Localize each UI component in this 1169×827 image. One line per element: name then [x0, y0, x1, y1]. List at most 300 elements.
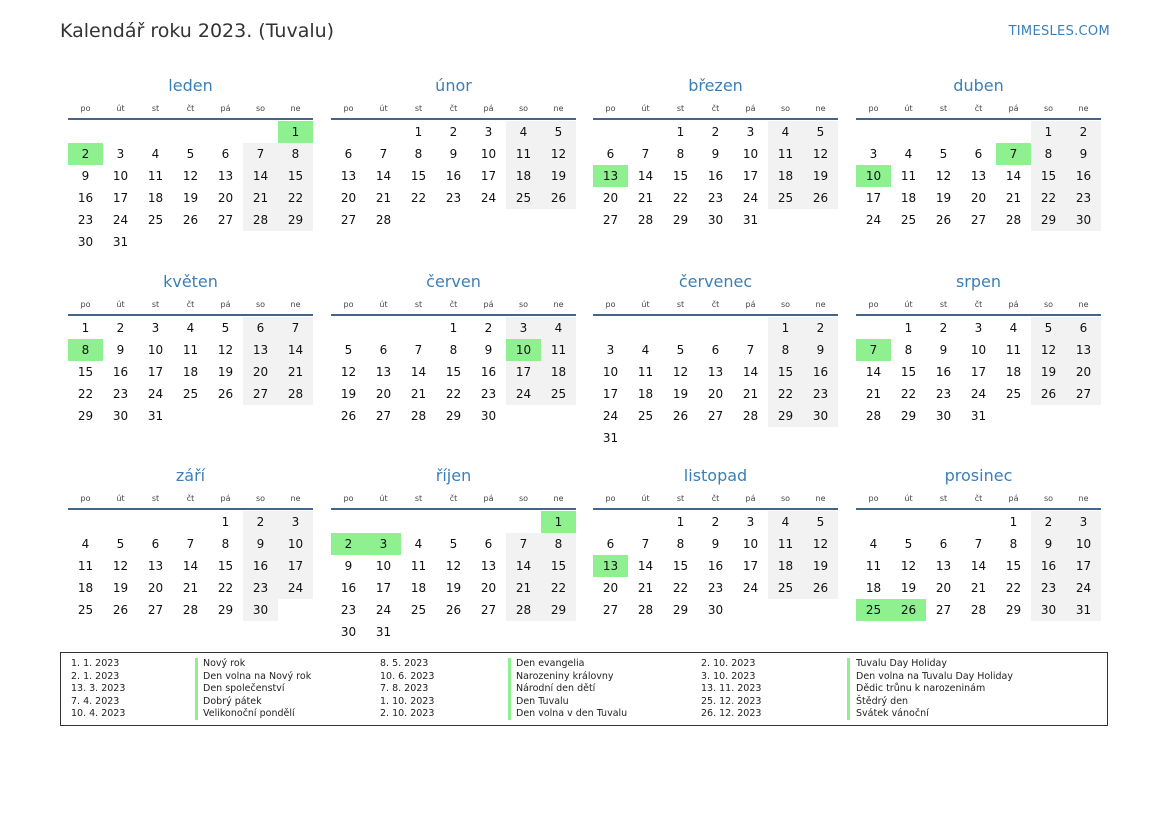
day-cell: 13	[375, 365, 392, 379]
weekday-label: út	[904, 300, 913, 309]
day-cell: 13	[970, 169, 987, 183]
weekday-label: st	[151, 104, 160, 113]
weekday-label: pá	[745, 300, 756, 309]
weekday-label: po	[343, 300, 354, 309]
weekday-label: ne	[815, 300, 826, 309]
day-cell: 2	[1031, 511, 1066, 533]
legend-date: 25. 12. 2023	[701, 695, 762, 707]
weekday-label: po	[868, 104, 879, 113]
day-cell: 29	[445, 409, 462, 423]
month-divider	[331, 118, 576, 120]
day-cell: 2	[243, 511, 278, 533]
day-cell: 30	[1031, 599, 1066, 621]
day-cell: 11	[506, 143, 541, 165]
month-name: září	[175, 466, 206, 485]
weekday-label: so	[518, 300, 529, 309]
holiday-day-cell: 10	[506, 339, 541, 361]
legend-date: 2. 1. 2023	[71, 670, 120, 682]
day-cell: 15	[1005, 559, 1022, 573]
day-cell: 3	[116, 147, 125, 161]
day-cell: 9	[449, 147, 458, 161]
day-cell: 25	[410, 603, 427, 617]
holiday-day-cell: 13	[593, 555, 628, 577]
day-cell: 30	[1066, 209, 1101, 231]
day-cell: 9	[116, 343, 125, 357]
day-cell: 19	[340, 387, 357, 401]
weekday-label: po	[605, 300, 616, 309]
day-cell: 21	[637, 581, 654, 595]
weekday-label: pá	[483, 104, 494, 113]
legend-holiday-name: Nový rok	[203, 658, 246, 669]
day-cell: 18	[77, 581, 94, 595]
legend-date: 3. 10. 2023	[701, 670, 756, 682]
legend-date: 1. 1. 2023	[71, 658, 120, 669]
day-cell: 10	[970, 343, 987, 357]
day-cell: 4	[541, 317, 576, 339]
day-cell: 24	[506, 383, 541, 405]
day-cell: 12	[182, 169, 199, 183]
day-cell: 28	[637, 213, 654, 227]
day-cell: 8	[676, 147, 685, 161]
legend-holiday-name: Dědic trůnu k narozeninám	[856, 683, 986, 695]
day-cell: 2	[939, 321, 948, 335]
weekday-label: st	[939, 104, 948, 113]
day-cell: 24	[970, 387, 987, 401]
day-cell: 10	[278, 533, 313, 555]
day-cell: 30	[340, 625, 357, 639]
weekday-label: po	[80, 494, 91, 503]
day-cell: 17	[480, 169, 497, 183]
day-cell: 29	[900, 409, 917, 423]
day-cell: 20	[970, 191, 987, 205]
day-cell: 13	[217, 169, 234, 183]
weekday-label: čt	[711, 300, 720, 309]
day-cell: 5	[803, 511, 838, 533]
legend-holiday-name: Štědrý den	[856, 695, 909, 707]
day-cell: 4	[151, 147, 160, 161]
weekday-label: út	[116, 494, 125, 503]
day-cell: 2	[116, 321, 125, 335]
day-cell: 15	[1031, 165, 1066, 187]
day-cell: 20	[375, 387, 392, 401]
month-name: únor	[435, 76, 472, 95]
day-cell: 16	[243, 555, 278, 577]
day-cell: 11	[541, 339, 576, 361]
day-cell: 21	[278, 361, 313, 383]
day-cell: 11	[77, 559, 94, 573]
day-cell: 20	[340, 191, 357, 205]
weekday-label: po	[605, 494, 616, 503]
day-cell: 3	[506, 317, 541, 339]
day-cell: 27	[602, 603, 619, 617]
weekday-label: po	[605, 104, 616, 113]
weekday-label: po	[868, 494, 879, 503]
legend-holiday-name: Den volna na Tuvalu Day Holiday	[856, 670, 1013, 682]
weekday-label: ne	[553, 494, 564, 503]
day-cell: 27	[147, 603, 164, 617]
month-name: červen	[426, 272, 481, 291]
day-cell: 2	[484, 321, 493, 335]
weekday-label: čt	[186, 300, 195, 309]
day-cell: 9	[711, 147, 720, 161]
day-cell: 19	[182, 191, 199, 205]
month-name: listopad	[683, 466, 748, 485]
day-cell: 1	[449, 321, 458, 335]
day-cell: 26	[803, 187, 838, 209]
day-cell: 3	[746, 125, 755, 139]
holiday-day-cell: 7	[996, 143, 1031, 165]
day-cell: 5	[1031, 317, 1066, 339]
day-cell: 16	[803, 361, 838, 383]
month-name: březen	[688, 76, 743, 95]
day-cell: 8	[676, 537, 685, 551]
weekday-label: út	[641, 494, 650, 503]
legend-date: 8. 5. 2023	[380, 658, 429, 669]
weekday-label: ne	[290, 104, 301, 113]
weekday-label: út	[904, 104, 913, 113]
day-cell: 17	[602, 387, 619, 401]
day-cell: 14	[865, 365, 882, 379]
day-cell: 11	[768, 143, 803, 165]
day-cell: 14	[278, 339, 313, 361]
day-cell: 23	[707, 581, 724, 595]
day-cell: 3	[484, 125, 493, 139]
day-cell: 17	[742, 559, 759, 573]
day-cell: 29	[768, 405, 803, 427]
day-cell: 20	[480, 581, 497, 595]
day-cell: 28	[410, 409, 427, 423]
day-cell: 26	[541, 187, 576, 209]
day-cell: 4	[768, 511, 803, 533]
weekday-label: út	[641, 104, 650, 113]
day-cell: 26	[672, 409, 689, 423]
day-cell: 13	[1066, 339, 1101, 361]
day-cell: 14	[970, 559, 987, 573]
day-cell: 21	[742, 387, 759, 401]
day-cell: 30	[935, 409, 952, 423]
day-cell: 15	[77, 365, 94, 379]
day-cell: 19	[112, 581, 129, 595]
holiday-day-cell: 1	[278, 121, 313, 143]
month-name: prosinec	[944, 466, 1013, 485]
day-cell: 9	[344, 559, 353, 573]
day-cell: 28	[243, 209, 278, 231]
day-cell: 30	[243, 599, 278, 621]
day-cell: 17	[112, 191, 129, 205]
day-cell: 7	[506, 533, 541, 555]
day-cell: 27	[935, 603, 952, 617]
day-cell: 23	[707, 191, 724, 205]
day-cell: 3	[278, 511, 313, 533]
legend-marker	[195, 658, 198, 720]
day-cell: 6	[484, 537, 493, 551]
day-cell: 27	[1066, 383, 1101, 405]
day-cell: 4	[81, 537, 90, 551]
weekday-label: so	[255, 104, 266, 113]
day-cell: 20	[602, 191, 619, 205]
site-link[interactable]: TIMESLES.COM	[1008, 24, 1110, 39]
day-cell: 31	[742, 213, 759, 227]
day-cell: 8	[1031, 143, 1066, 165]
day-cell: 10	[112, 169, 129, 183]
day-cell: 22	[445, 387, 462, 401]
day-cell: 12	[112, 559, 129, 573]
day-cell: 11	[900, 169, 917, 183]
day-cell: 1	[904, 321, 913, 335]
day-cell: 7	[414, 343, 423, 357]
day-cell: 1	[676, 515, 685, 529]
weekday-label: so	[1043, 300, 1054, 309]
day-cell: 16	[480, 365, 497, 379]
day-cell: 5	[676, 343, 685, 357]
day-cell: 29	[1005, 603, 1022, 617]
day-cell: 4	[414, 537, 423, 551]
holiday-day-cell: 10	[856, 165, 891, 187]
day-cell: 7	[641, 537, 650, 551]
day-cell: 27	[970, 213, 987, 227]
day-cell: 25	[768, 577, 803, 599]
day-cell: 31	[970, 409, 987, 423]
day-cell: 3	[869, 147, 878, 161]
day-cell: 15	[672, 559, 689, 573]
day-cell: 29	[1031, 209, 1066, 231]
day-cell: 8	[1009, 537, 1018, 551]
day-cell: 23	[480, 387, 497, 401]
day-cell: 31	[602, 431, 619, 445]
weekday-label: pá	[483, 300, 494, 309]
day-cell: 12	[217, 343, 234, 357]
day-cell: 22	[768, 383, 803, 405]
month-name: leden	[168, 76, 213, 95]
day-cell: 9	[711, 537, 720, 551]
weekday-label: st	[414, 494, 423, 503]
day-cell: 7	[243, 143, 278, 165]
day-cell: 9	[1066, 143, 1101, 165]
day-cell: 27	[217, 213, 234, 227]
day-cell: 26	[935, 213, 952, 227]
day-cell: 3	[746, 515, 755, 529]
day-cell: 19	[445, 581, 462, 595]
weekday-label: st	[676, 104, 685, 113]
month-divider	[331, 508, 576, 510]
day-cell: 31	[112, 235, 129, 249]
day-cell: 22	[278, 187, 313, 209]
day-cell: 21	[970, 581, 987, 595]
day-cell: 13	[935, 559, 952, 573]
day-cell: 22	[410, 191, 427, 205]
day-cell: 11	[768, 533, 803, 555]
day-cell: 25	[900, 213, 917, 227]
day-cell: 31	[1066, 599, 1101, 621]
day-cell: 26	[112, 603, 129, 617]
day-cell: 9	[803, 339, 838, 361]
legend-holiday-name: Den evangelia	[516, 658, 585, 669]
weekday-label: po	[343, 104, 354, 113]
day-cell: 3	[151, 321, 160, 335]
day-cell: 15	[768, 361, 803, 383]
day-cell: 6	[974, 147, 983, 161]
month-divider	[68, 508, 313, 510]
day-cell: 22	[672, 191, 689, 205]
weekday-label: st	[676, 494, 685, 503]
day-cell: 16	[445, 169, 462, 183]
weekday-label: so	[518, 494, 529, 503]
day-cell: 21	[375, 191, 392, 205]
day-cell: 4	[641, 343, 650, 357]
day-cell: 31	[375, 625, 392, 639]
day-cell: 23	[1066, 187, 1101, 209]
weekday-label: po	[80, 104, 91, 113]
legend-date: 26. 12. 2023	[701, 708, 762, 720]
day-cell: 19	[1031, 361, 1066, 383]
day-cell: 22	[1031, 187, 1066, 209]
day-cell: 16	[77, 191, 94, 205]
day-cell: 23	[803, 383, 838, 405]
day-cell: 27	[375, 409, 392, 423]
day-cell: 14	[506, 555, 541, 577]
holiday-day-cell: 8	[68, 339, 103, 361]
day-cell: 4	[904, 147, 913, 161]
day-cell: 12	[672, 365, 689, 379]
day-cell: 25	[637, 409, 654, 423]
holiday-day-cell: 26	[891, 599, 926, 621]
weekday-label: út	[904, 494, 913, 503]
day-cell: 23	[112, 387, 129, 401]
day-cell: 23	[445, 191, 462, 205]
weekday-label: ne	[815, 104, 826, 113]
weekday-label: pá	[1008, 300, 1019, 309]
weekday-label: pá	[220, 300, 231, 309]
day-cell: 28	[970, 603, 987, 617]
legend-holiday-name: Velikonoční pondělí	[203, 708, 295, 720]
weekday-label: ne	[553, 300, 564, 309]
weekday-label: út	[379, 104, 388, 113]
day-cell: 21	[243, 187, 278, 209]
day-cell: 7	[379, 147, 388, 161]
day-cell: 10	[742, 147, 759, 161]
day-cell: 12	[803, 143, 838, 165]
day-cell: 12	[935, 169, 952, 183]
legend-date: 10. 6. 2023	[380, 670, 435, 682]
legend-date: 1. 10. 2023	[380, 695, 435, 707]
day-cell: 17	[147, 365, 164, 379]
day-cell: 24	[147, 387, 164, 401]
day-cell: 23	[340, 603, 357, 617]
day-cell: 27	[340, 213, 357, 227]
day-cell: 18	[506, 165, 541, 187]
day-cell: 24	[602, 409, 619, 423]
day-cell: 21	[865, 387, 882, 401]
day-cell: 5	[939, 147, 948, 161]
legend-holiday-name: Svátek vánoční	[856, 708, 929, 720]
day-cell: 18	[541, 361, 576, 383]
weekday-label: so	[780, 494, 791, 503]
day-cell: 18	[900, 191, 917, 205]
legend-holiday-name: Den Tuvalu	[516, 695, 569, 707]
day-cell: 31	[147, 409, 164, 423]
day-cell: 24	[112, 213, 129, 227]
day-cell: 12	[900, 559, 917, 573]
day-cell: 13	[480, 559, 497, 573]
page-title: Kalendář roku 2023. (Tuvalu)	[60, 20, 335, 42]
day-cell: 1	[414, 125, 423, 139]
day-cell: 14	[637, 559, 654, 573]
day-cell: 18	[410, 581, 427, 595]
day-cell: 8	[449, 343, 458, 357]
day-cell: 21	[506, 577, 541, 599]
day-cell: 4	[1009, 321, 1018, 335]
day-cell: 11	[410, 559, 427, 573]
day-cell: 12	[340, 365, 357, 379]
legend-holiday-name: Den společenství	[203, 683, 285, 695]
day-cell: 13	[340, 169, 357, 183]
day-cell: 28	[1005, 213, 1022, 227]
day-cell: 20	[147, 581, 164, 595]
month-divider	[68, 314, 313, 316]
day-cell: 1	[221, 515, 230, 529]
legend-holiday-name: Den volna v den Tuvalu	[516, 708, 628, 720]
legend-date: 2. 10. 2023	[380, 708, 435, 720]
day-cell: 24	[480, 191, 497, 205]
day-cell: 1	[768, 317, 803, 339]
holiday-day-cell: 3	[366, 533, 401, 555]
day-cell: 17	[742, 169, 759, 183]
day-cell: 10	[742, 537, 759, 551]
day-cell: 12	[1031, 339, 1066, 361]
day-cell: 29	[672, 603, 689, 617]
day-cell: 14	[637, 169, 654, 183]
day-cell: 15	[217, 559, 234, 573]
day-cell: 7	[641, 147, 650, 161]
weekday-label: so	[1043, 494, 1054, 503]
day-cell: 7	[974, 537, 983, 551]
day-cell: 30	[803, 405, 838, 427]
day-cell: 12	[803, 533, 838, 555]
day-cell: 5	[116, 537, 125, 551]
weekday-label: so	[255, 300, 266, 309]
weekday-label: út	[116, 104, 125, 113]
legend-holiday-name: Národní den dětí	[516, 683, 596, 695]
day-cell: 4	[869, 537, 878, 551]
day-cell: 28	[182, 603, 199, 617]
day-cell: 27	[707, 409, 724, 423]
holiday-day-cell: 2	[68, 143, 103, 165]
month-divider	[593, 118, 838, 120]
day-cell: 10	[480, 147, 497, 161]
month-name: srpen	[955, 272, 1002, 291]
weekday-label: ne	[815, 494, 826, 503]
day-cell: 6	[243, 317, 278, 339]
day-cell: 27	[602, 213, 619, 227]
weekday-label: st	[939, 300, 948, 309]
weekday-label: čt	[711, 104, 720, 113]
day-cell: 18	[637, 387, 654, 401]
day-cell: 10	[1066, 533, 1101, 555]
weekday-label: čt	[974, 104, 983, 113]
day-cell: 28	[865, 409, 882, 423]
day-cell: 19	[803, 555, 838, 577]
day-cell: 8	[768, 339, 803, 361]
weekday-label: ne	[553, 104, 564, 113]
day-cell: 8	[904, 343, 913, 357]
weekday-label: út	[116, 300, 125, 309]
weekday-label: út	[379, 300, 388, 309]
day-cell: 11	[637, 365, 654, 379]
day-cell: 29	[672, 213, 689, 227]
legend-date: 10. 4. 2023	[71, 708, 126, 720]
day-cell: 26	[1031, 383, 1066, 405]
day-cell: 17	[865, 191, 882, 205]
